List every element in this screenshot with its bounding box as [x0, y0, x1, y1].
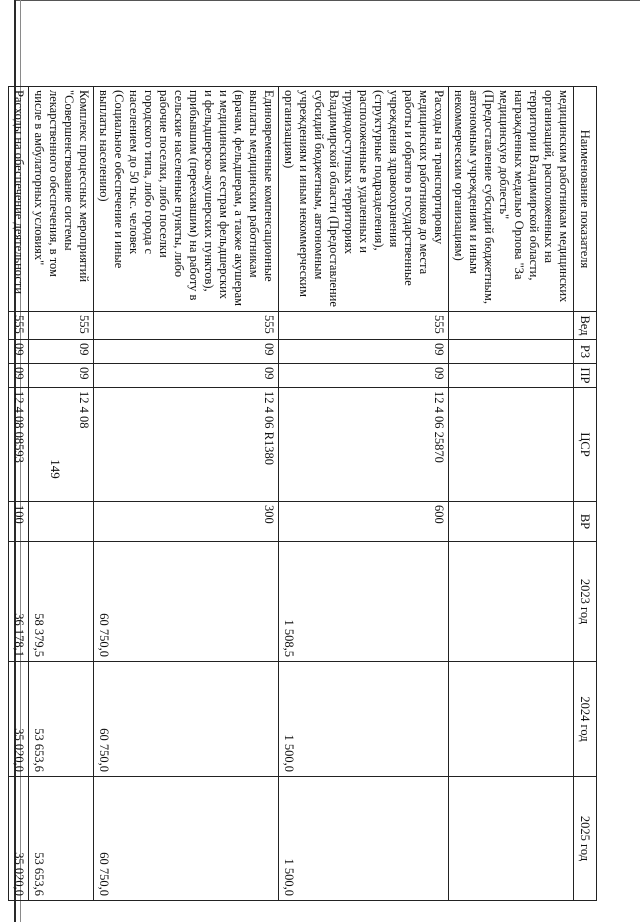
row-2024 — [449, 662, 574, 777]
row-2024: 35 020,0 — [9, 662, 29, 777]
row-2025: 35 020,0 — [9, 777, 29, 901]
table-row — [9, 87, 29, 901]
row-rz: 09 — [94, 340, 279, 364]
row-rz: 09 — [9, 340, 29, 364]
row-csr: 12 4 06 R1380 — [94, 388, 279, 502]
row-name: медицинским работникам медицинских организаций, расположенных на территории Владимирской области, награжденных медалью Орлова "За медицинскую доблесть" (Предоставление субсидий бюджетным, автономным учреждениям и иным некоммерческим организациям) — [449, 87, 574, 312]
col-header-pr: ПР — [574, 364, 597, 388]
col-header-vr: ВР — [574, 502, 597, 542]
row-ved: 555 — [279, 312, 449, 340]
row-rz — [449, 340, 574, 364]
row-2023: 1 508,5 — [279, 542, 449, 662]
row-name: Расходы на транспортировку медицинских работников до места работы и обратно в государственные учреждения здравоохранения (структурные подразделения), расположенные в удаленных и труднодоступных территориях Владимирской области (Предоставление субсидий бюджетным, автономным учреждениям и иным некоммерческим организациям) — [279, 87, 449, 312]
row-csr — [449, 388, 574, 502]
row-2023: 60 750,0 — [94, 542, 279, 662]
row-2024: 53 653,6 — [29, 662, 94, 777]
row-name: Расходы на обеспечение деятельности — [9, 87, 29, 312]
table-row — [449, 87, 574, 901]
row-name: Единовременные компенсационные выплаты медицинским работникам (врачам, фельдшерам, а также акушерам и медицинским сестрам фельдшерских и фельдшерско-акушерских пунктов), прибывшим (переехавшим) на работу в сельские населенные пункты, либо рабочие поселки, либо поселки городского типа, либо города с населением до 50 тыс. человек (Социальное обеспечение и иные выплаты населению) — [94, 87, 279, 312]
row-pr: 09 — [29, 364, 94, 388]
table-row — [279, 87, 449, 901]
row-vr — [449, 502, 574, 542]
row-pr: 09 — [279, 364, 449, 388]
col-header-2023: 2023 год — [574, 542, 597, 662]
row-ved: 555 — [29, 312, 94, 340]
page-number: 149 — [48, 459, 63, 479]
row-pr: 09 — [94, 364, 279, 388]
row-ved: 555 — [9, 312, 29, 340]
col-header-2025: 2025 год — [574, 777, 597, 901]
row-vr — [29, 502, 94, 542]
row-vr: 300 — [94, 502, 279, 542]
header-row — [574, 87, 597, 901]
row-rz: 09 — [29, 340, 94, 364]
row-2025: 53 653,6 — [29, 777, 94, 901]
row-2025: 60 750,0 — [94, 777, 279, 901]
row-2023: 58 379,5 — [29, 542, 94, 662]
row-rz: 09 — [279, 340, 449, 364]
budget-table — [8, 86, 597, 901]
col-header-csr: ЦСР — [574, 388, 597, 502]
row-csr: 12 4 08 08593 — [9, 388, 29, 502]
row-csr: 12 4 06 25870 — [279, 388, 449, 502]
row-2024: 1 500,0 — [279, 662, 449, 777]
scan-top-edge — [14, 0, 640, 1]
row-2025: 1 500,0 — [279, 777, 449, 901]
row-vr: 600 — [279, 502, 449, 542]
row-csr: 12 4 08 — [29, 388, 94, 502]
row-2023 — [449, 542, 574, 662]
row-pr: 09 — [9, 364, 29, 388]
row-2025 — [449, 777, 574, 901]
row-2023: 36 178,1 — [9, 542, 29, 662]
row-ved: 555 — [94, 312, 279, 340]
table-row — [94, 87, 279, 901]
col-header-2024: 2024 год — [574, 662, 597, 777]
col-header-rz: РЗ — [574, 340, 597, 364]
row-pr — [449, 364, 574, 388]
row-name: Комплекс процессных мероприятий "Совершенствование системы лекарственного обеспечения, в том числе в амбулаторных условиях" — [29, 87, 94, 312]
row-ved — [449, 312, 574, 340]
row-2024: 60 750,0 — [94, 662, 279, 777]
col-header-ved: Вед — [574, 312, 597, 340]
col-header-name: Наименование показателя — [574, 87, 597, 312]
table-row — [29, 87, 94, 901]
row-vr: 100 — [9, 502, 29, 542]
